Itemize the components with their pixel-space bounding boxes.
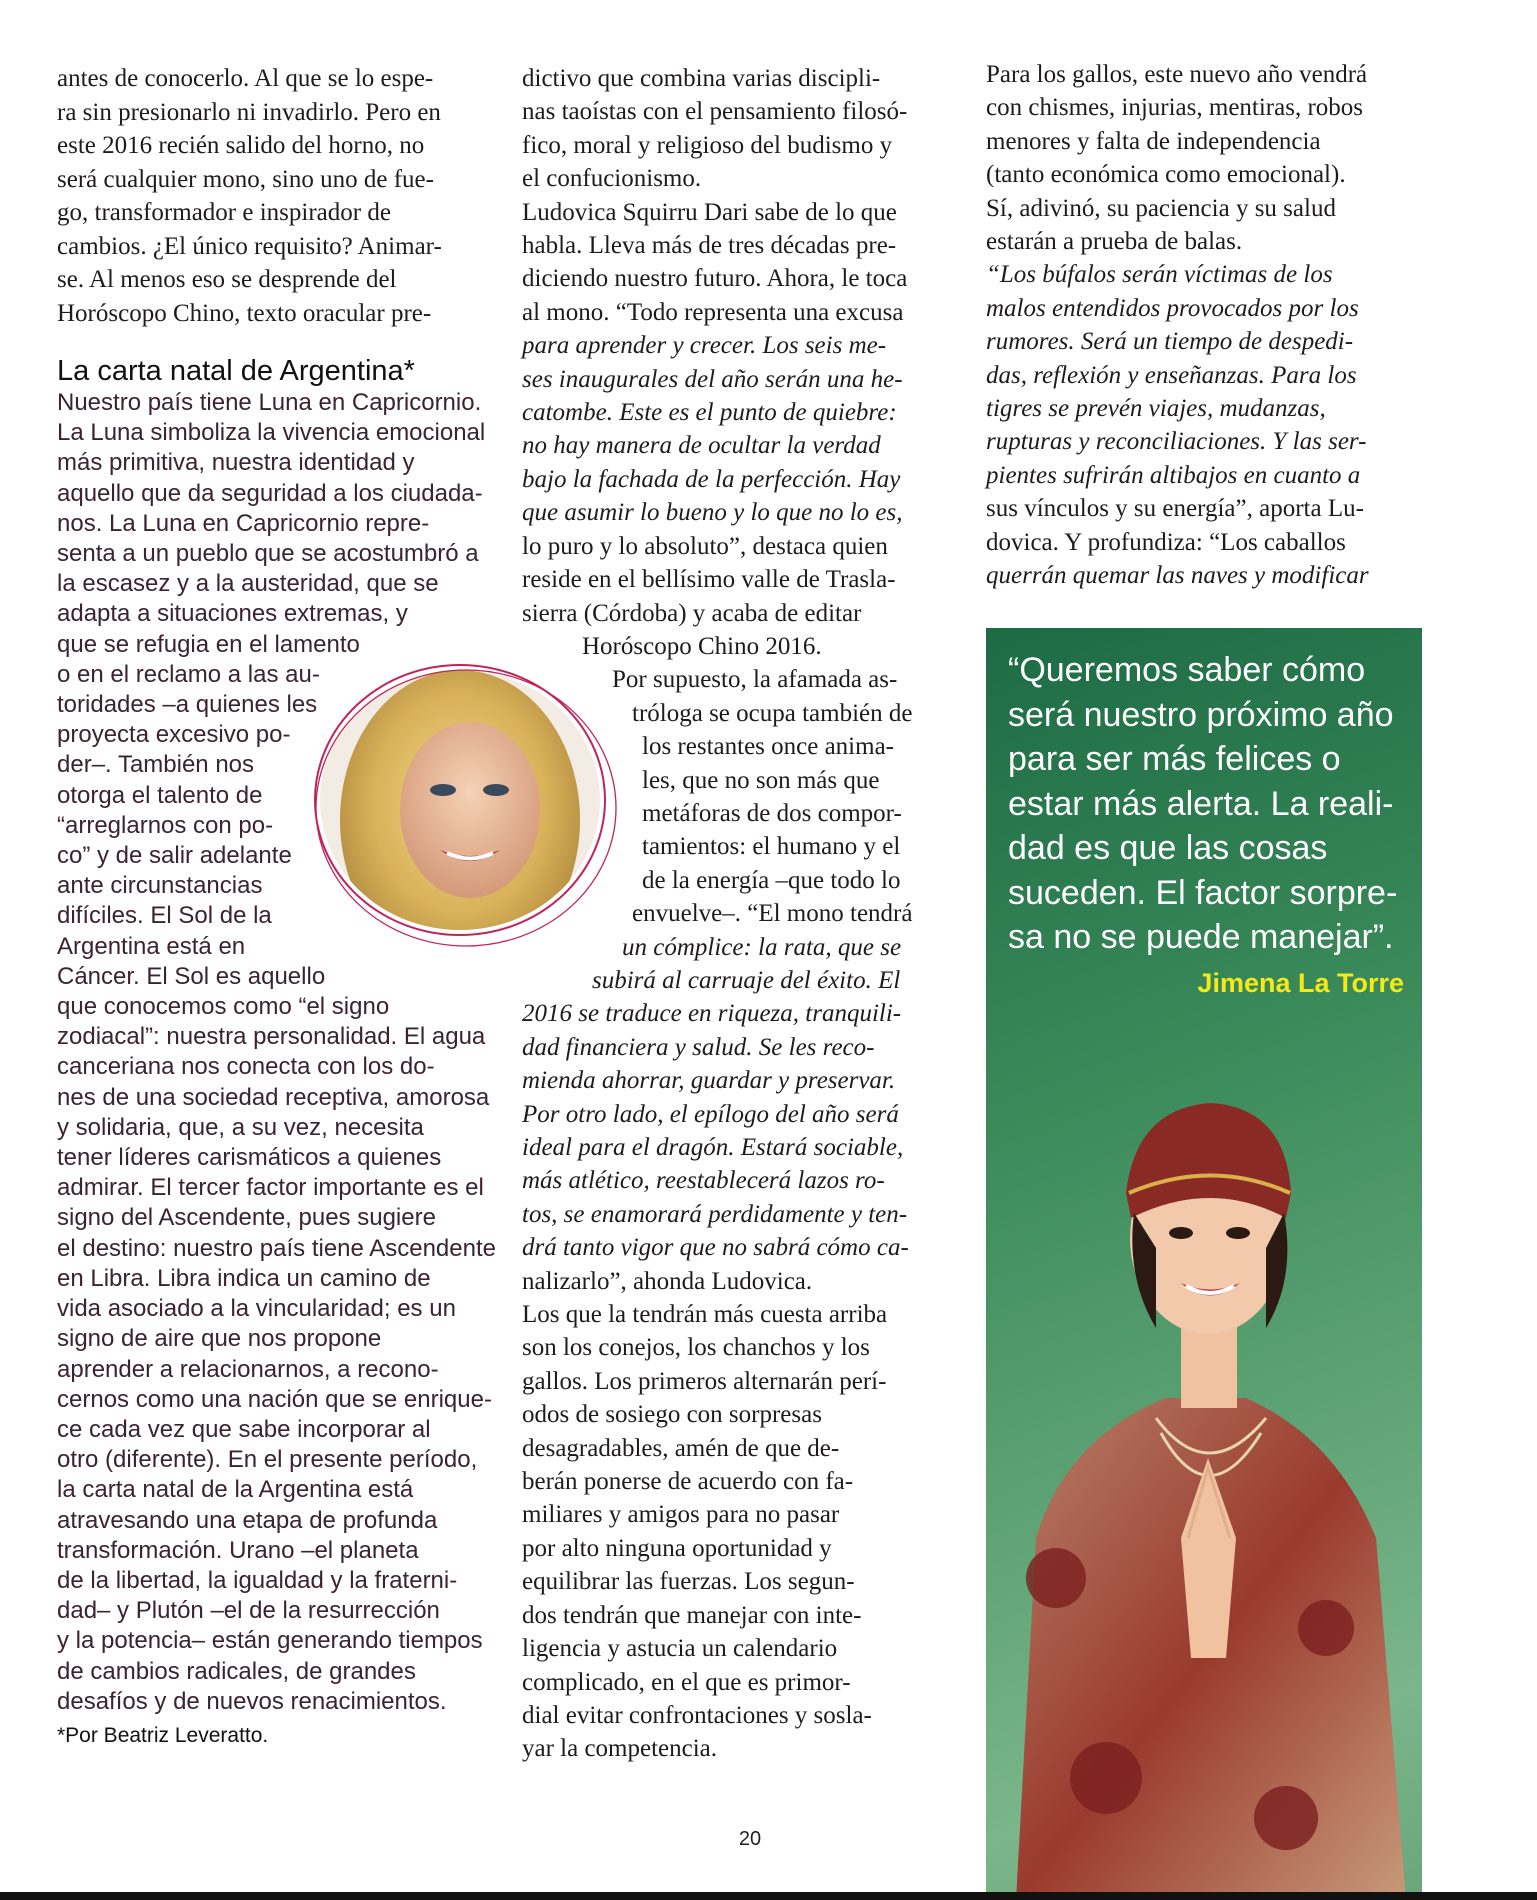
text-line: ses inaugurales del año serán una he- — [522, 365, 903, 393]
text-line: Horóscopo Chino 2016. — [582, 632, 822, 660]
text-line: aquello que da seguridad a los ciudada- — [57, 479, 483, 507]
text-line: drá tanto vigor que no sabrá cómo ca- — [522, 1234, 909, 1262]
text-line: dovica. Y profundiza: “Los caballos — [986, 528, 1346, 556]
text-line: menores y falta de independencia — [986, 127, 1321, 155]
text-line: y solidaria, que, a su vez, necesita — [57, 1113, 424, 1141]
bottom-border — [0, 1892, 1537, 1900]
text-line: más atlético, reestablecerá lazos ro- — [522, 1167, 885, 1195]
text-line: co” y de salir adelante — [57, 842, 292, 870]
text-line: Nuestro país tiene Luna en Capricornio. — [57, 389, 482, 416]
text-line: “arreglarnos con po- — [57, 811, 274, 839]
text-line: berán ponerse de acuerdo con fa- — [522, 1468, 854, 1496]
text-line: sa no se puede manejar”. — [1008, 918, 1394, 956]
jimena-portrait-photo — [986, 1018, 1422, 1900]
text-line: otro (diferente). En el presente período, — [57, 1446, 478, 1474]
text-line: “Queremos saber cómo — [1008, 651, 1366, 689]
text-line: nalizarlo”, ahonda Ludovica. — [522, 1267, 813, 1295]
text-line: nes de una sociedad receptiva, amorosa — [57, 1083, 490, 1111]
text-line: equilibrar las fuerzas. Los segun- — [522, 1568, 855, 1596]
pull-quote-box — [986, 628, 1422, 1900]
text-line: este 2016 recién salido del horno, no — [57, 132, 425, 159]
text-line: sus vínculos y su energía”, aporta Lu- — [986, 495, 1364, 523]
text-line: les, que no son más que — [642, 766, 880, 794]
text-line: de la libertad, la igualdad y la fraterni- — [57, 1566, 458, 1594]
column-right — [986, 58, 1422, 593]
text-line: fico, moral y religioso del budismo y — [522, 131, 893, 159]
text-line: Sí, adivinó, su paciencia y su salud — [986, 194, 1336, 222]
text-line: Argentina está en — [57, 932, 246, 960]
text-line: el confucionismo. — [522, 165, 702, 193]
text-line: “Los búfalos serán víctimas de los — [986, 261, 1333, 289]
text-line: tamientos: el humano y el — [642, 833, 901, 861]
text-line: con chismes, injurias, mentiras, robos — [986, 94, 1364, 122]
text-line: diciendo nuestro futuro. Ahora, le toca — [522, 265, 908, 293]
text-line: son los conejos, los chanchos y los — [522, 1334, 870, 1362]
text-line: o en el reclamo a las au- — [57, 660, 320, 688]
text-line: que conocemos como “el signo — [57, 993, 390, 1021]
text-line: un cómplice: la rata, que se — [622, 933, 902, 961]
text-line: de cambios radicales, de grandes — [57, 1657, 416, 1685]
text-line: Los que la tendrán más cuesta arriba — [522, 1301, 888, 1329]
text-line: tener líderes carismáticos a quienes — [57, 1144, 442, 1172]
text-line: transformación. Urano –el planeta — [57, 1536, 419, 1564]
text-line: la carta natal de la Argentina está — [57, 1476, 414, 1504]
text-line: para aprender y crecer. Los seis me- — [522, 332, 887, 360]
text-line: se. Al menos eso se desprende del — [57, 266, 397, 293]
text-line: suceden. El factor sorpre- — [1008, 873, 1398, 912]
text-line: dial evitar confrontaciones y sosla- — [522, 1701, 872, 1729]
text-line: ante circunstancias — [57, 872, 263, 900]
pull-quote-text — [1008, 648, 1408, 960]
text-line: rupturas y reconciliaciones. Y las ser- — [986, 428, 1367, 456]
text-line: dos tendrán que manejar con inte- — [522, 1601, 862, 1629]
text-line: ligencia y astucia un calendario — [522, 1635, 838, 1663]
text-line: signo del Ascendente, pues sugiere — [57, 1204, 436, 1232]
text-line: Por supuesto, la afamada as- — [612, 666, 898, 694]
text-line: nas taoístas con el pensamiento filosó- — [522, 98, 908, 126]
text-line: toridades –a quienes les — [57, 691, 318, 719]
text-line: yar la competencia. — [522, 1735, 718, 1763]
column-middle — [522, 62, 957, 1766]
text-line: La Luna simboliza la vivencia emocional — [57, 419, 486, 447]
text-line: difíciles. El Sol de la — [57, 902, 272, 930]
text-line: habla. Lleva más de tres décadas pre- — [522, 232, 897, 260]
text-line: complicado, en el que es primor- — [522, 1668, 851, 1696]
text-line: adapta a situaciones extremas, y — [57, 600, 408, 628]
text-line: pientes sufrirán altibajos en cuanto a — [986, 461, 1361, 489]
text-line: der–. También nos — [57, 751, 255, 779]
text-line: odos de sosiego con sorpresas — [522, 1401, 822, 1429]
text-line: ra sin presionarlo ni invadirlo. Pero en — [57, 98, 441, 126]
text-line: y la potencia– están generando tiempos — [57, 1627, 483, 1655]
text-line: desagradables, amén de que de- — [522, 1434, 840, 1462]
text-line: admirar. El tercer factor importante es el — [57, 1174, 484, 1202]
text-line: antes de conocerlo. Al que se lo espe- — [57, 65, 434, 92]
text-line: los restantes once anima- — [642, 733, 894, 761]
text-line: catombe. Este es el punto de quiebre: — [522, 399, 897, 427]
text-line: das, reflexión y enseñanzas. Para los — [986, 361, 1357, 389]
text-line: por alto ninguna oportunidad y — [522, 1534, 832, 1562]
text-line: Horóscopo Chino, texto oracular pre- — [57, 299, 432, 327]
text-line: malos entendidos provocados por los — [986, 294, 1359, 322]
text-line: dad financiera y salud. Se les reco- — [522, 1033, 875, 1061]
text-line: dad– y Plutón –el de la resurrección — [57, 1597, 440, 1625]
text-line: de la energía –que todo lo — [642, 866, 901, 894]
text-line: Para los gallos, este nuevo año vendrá — [986, 61, 1368, 88]
text-line: senta a un pueblo que se acostumbró a — [57, 540, 479, 568]
text-line: aprender a relacionarnos, a recono- — [57, 1355, 439, 1383]
text-line: sierra (Córdoba) y acaba de editar — [522, 599, 862, 627]
text-line: canceriana nos conecta con los do- — [57, 1053, 435, 1081]
text-line: Cáncer. El Sol es aquello — [57, 962, 326, 990]
text-line: cernos como una nación que se enrique- — [57, 1385, 492, 1413]
text-line: vida asociado a la vincularidad; es un — [57, 1295, 456, 1323]
text-line: no hay manera de ocultar la verdad — [522, 432, 881, 460]
text-line: bajo la fachada de la perfección. Hay — [522, 465, 901, 493]
text-line: go, transformador e inspirador de — [57, 199, 391, 226]
text-line: dad es que las cosas — [1008, 829, 1328, 867]
text-line: tos, se enamorará perdidamente y ten- — [522, 1200, 908, 1228]
text-line: proyecta excesivo po- — [57, 721, 291, 749]
text-line: en Libra. Libra indica un camino de — [57, 1264, 431, 1292]
author-credit: *Por Beatriz Leveratto. — [57, 1723, 269, 1747]
pull-quote-author: Jimena La Torre — [1197, 968, 1404, 998]
text-line: signo de aire que nos propone — [57, 1325, 382, 1353]
text-line: (tanto económica como emocional). — [986, 161, 1346, 189]
text-line: 2016 se traduce en riqueza, tranquili- — [522, 1000, 902, 1028]
text-line: que asumir lo bueno y lo que no lo es, — [522, 499, 903, 527]
text-line: para ser más felices o — [1008, 740, 1341, 778]
text-line: que se refugia en el lamento — [57, 630, 360, 658]
text-line: será cualquier mono, sino uno de fue- — [57, 165, 434, 193]
text-line: lo puro y lo absoluto”, destaca quien — [522, 532, 888, 560]
text-line: más primitiva, nuestra identidad y — [57, 449, 415, 477]
text-line: envuelve–. “El mono tendrá — [632, 900, 913, 928]
page-number: 20 — [738, 1828, 762, 1850]
text-line: mienda ahorrar, guardar y preservar. — [522, 1067, 896, 1095]
text-line: desafíos y de nuevos renacimientos. — [57, 1687, 447, 1715]
text-line: otorga el talento de — [57, 781, 263, 809]
text-line: gallos. Los primeros alternarán perí- — [522, 1367, 887, 1395]
text-line: al mono. “Todo representa una excusa — [522, 298, 904, 326]
text-line: ce cada vez que sabe incorporar al — [57, 1415, 431, 1443]
section-heading: La carta natal de Argentina* — [57, 355, 415, 387]
text-line: metáforas de dos compor- — [642, 799, 902, 827]
section-body — [57, 388, 494, 1717]
text-line: la escasez y a la austeridad, que se — [57, 570, 439, 598]
text-line: Ludovica Squirru Dari sabe de lo que — [522, 198, 897, 226]
text-line: tróloga se ocupa también de — [632, 699, 913, 727]
text-line: tigres se prevén viajes, mudanzas, — [986, 395, 1326, 423]
text-line: estar más alerta. La reali- — [1008, 784, 1394, 823]
text-line: estarán a prueba de balas. — [986, 228, 1243, 256]
text-line: cambios. ¿El único requisito? Animar- — [57, 232, 442, 260]
text-line: zodiacal”: nuestra personalidad. El agua — [57, 1023, 486, 1051]
text-line: ideal para el dragón. Estará sociable, — [522, 1134, 904, 1161]
text-line: el destino: nuestro país tiene Ascendente — [57, 1234, 496, 1262]
text-line: Por otro lado, el epílogo del año será — [522, 1100, 899, 1128]
intro-text — [57, 62, 494, 330]
text-line: rumores. Será un tiempo de despedi- — [986, 328, 1354, 356]
text-line: reside en el bellísimo valle de Trasla- — [522, 566, 896, 594]
text-line: miliares y amigos para no pasar — [522, 1501, 840, 1529]
text-line: atravesando una etapa de profunda — [57, 1506, 438, 1534]
text-line: dictivo que combina varias discipli- — [522, 65, 881, 92]
text-line: subirá al carruaje del éxito. El — [592, 966, 901, 994]
text-line: nos. La Luna en Capricornio repre- — [57, 509, 430, 537]
text-line: querrán quemar las naves y modificar — [986, 562, 1369, 590]
text-line: será nuestro próximo año — [1008, 695, 1394, 734]
